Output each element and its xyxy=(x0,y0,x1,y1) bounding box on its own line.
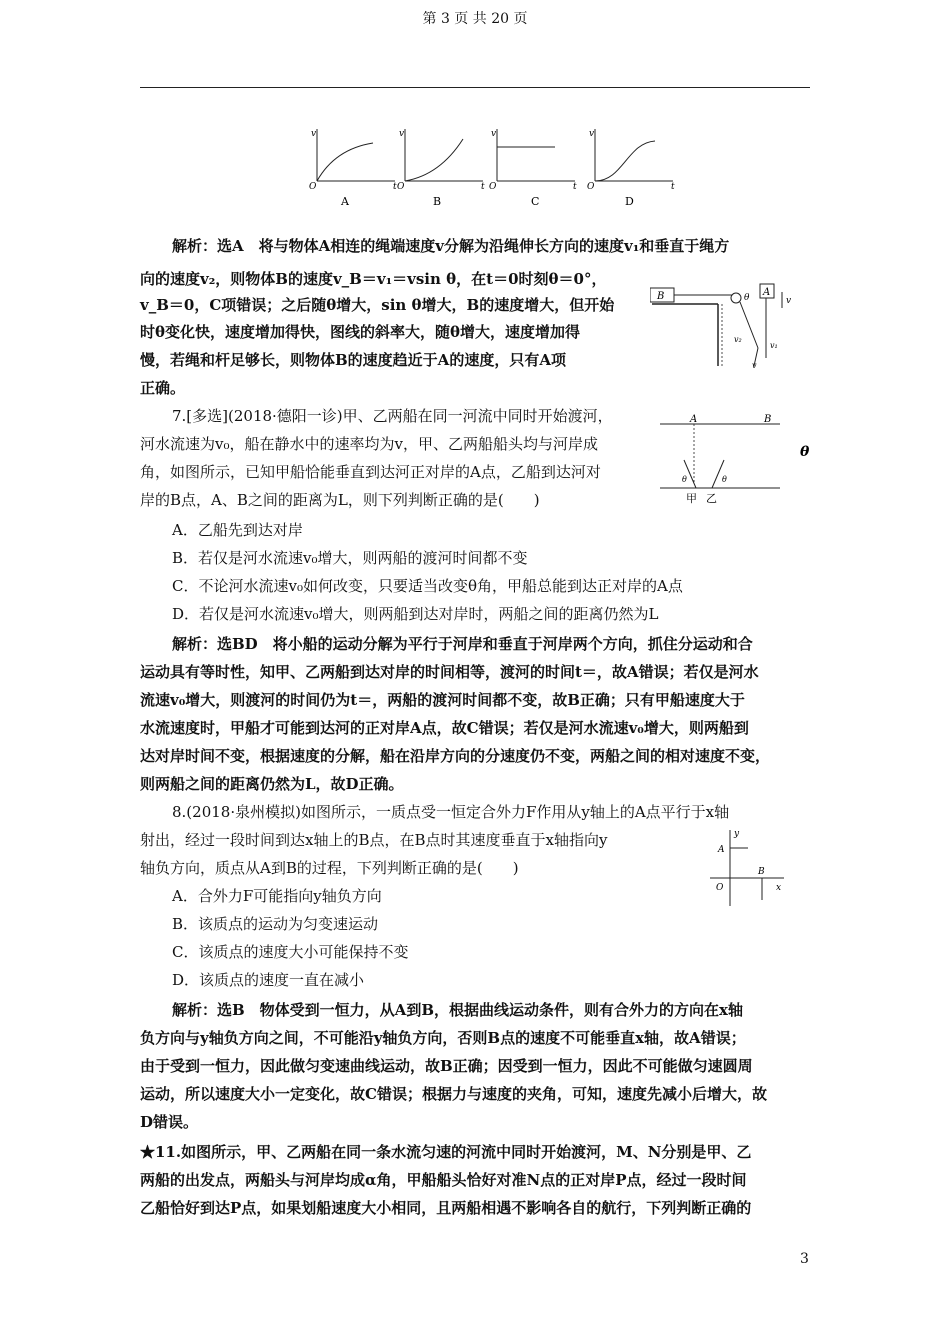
text-line: D．该质点的速度一直在减小 xyxy=(172,971,365,989)
text-line: 角，如图所示，已知甲船恰能垂直到达河正对岸的A点，乙船到达河对 xyxy=(140,463,601,481)
origin-label: O xyxy=(489,182,497,192)
axis-t-label: t xyxy=(671,182,675,192)
text-line: 运动具有等时性，知甲、乙两船到达对岸的时间相等，渡河的时间t＝，故A错误；若仅是河水 xyxy=(140,663,759,681)
axes-figure xyxy=(700,826,790,910)
text-line: 运动，所以速度大小一定变化，故C错误；根据力与速度的夹角，可知，速度先减小后增大，故 xyxy=(140,1085,767,1103)
velocity-v-label: v xyxy=(786,296,792,306)
text-line: 河水流速为v₀，船在静水中的速率均为v，甲、乙两船船头均与河岸成 xyxy=(140,435,598,453)
text-line: C．不论河水流速v₀如何改变，只要适当改变θ角，甲船总能到达正对岸的A点 xyxy=(172,577,683,595)
axis-v-label: v xyxy=(311,129,317,139)
text-line: 轴负方向，质点从A到B的过程，下列判断正确的是( ) xyxy=(140,859,519,877)
text-line: 慢，若绳和杆足够长，则物体B的速度趋近于A的速度，只有A项 xyxy=(140,351,566,369)
velocity-v2-label: v₂ xyxy=(734,335,742,344)
origin-label: O xyxy=(716,883,724,893)
axis-v-label: v xyxy=(589,129,595,139)
graph-d xyxy=(587,129,675,208)
boat-yi-label: 乙 xyxy=(706,492,717,504)
axis-t-label: t xyxy=(393,182,397,192)
graph-label-d: D xyxy=(625,195,634,208)
text-line: 流速v₀增大，则渡河的时间仍为t＝，两船的渡河时间都不变，故B正确；只有甲船速度大于 xyxy=(140,691,745,709)
text-line: 由于受到一恒力，因此做匀变速曲线运动，故B正确；因受到一恒力，因此不可能做匀速圆周 xyxy=(140,1057,753,1075)
text-line: 正确。 xyxy=(140,379,186,397)
text-line: B．若仅是河水流速v₀增大，则两船的渡河时间都不变 xyxy=(172,549,528,567)
text-line: 负方向与y轴负方向之间，不可能沿y轴负方向，否则B点的速度不可能垂直x轴，故A错误； xyxy=(140,1029,746,1047)
text-line: D．若仅是河水流速v₀增大，则两船到达对岸时，两船之间的距离仍然为L xyxy=(172,605,659,623)
theta-label: θ xyxy=(744,293,750,303)
graph-label-a: A xyxy=(341,195,349,208)
text-line: A．合外力F可能指向y轴负方向 xyxy=(172,887,382,905)
graph-label-b: B xyxy=(433,195,442,208)
text-line: D错误。 xyxy=(140,1113,199,1131)
text-line: 解析：选A 将与物体A相连的绳端速度v分解为沿绳伸长方向的速度v₁和垂直于绳方 xyxy=(172,237,730,255)
block-b-label: B xyxy=(657,291,665,302)
block-a-label: A xyxy=(763,287,771,298)
velocity-v-bottom-label: v xyxy=(752,361,757,370)
page-header: 第 3 页 共 20 页 xyxy=(422,11,528,27)
text-line: 水流速度时，甲船才可能到达河的正对岸A点，故C错误；若仅是河水流速v₀增大，则两船到 xyxy=(140,719,749,737)
pulley-figure xyxy=(650,278,800,370)
graph-a xyxy=(309,129,397,208)
axis-t-label: t xyxy=(481,182,485,192)
text-line: A．乙船先到达对岸 xyxy=(172,521,303,539)
text-line: 岸的B点，A、B之间的距离为L，则下列判断正确的是( ) xyxy=(140,491,540,509)
boat-jia-label: 甲 xyxy=(686,492,697,504)
header-rule xyxy=(140,87,810,88)
point-b-label: B xyxy=(758,867,765,877)
point-b-label: B xyxy=(764,414,772,425)
vt-graphs xyxy=(305,125,685,215)
text-line: 乙船恰好到达P点，如果划船速度大小相同，且两船相遇不影响各自的航行，下列判断正确的 xyxy=(140,1199,752,1217)
text-line: 时θ变化快，速度增加得快，图线的斜率大，随θ增大，速度增加得 xyxy=(140,323,581,341)
axis-y-label: y xyxy=(734,829,740,839)
text-line: B．该质点的运动为匀变速运动 xyxy=(172,915,379,933)
graph-label-c: C xyxy=(531,195,540,208)
text-line: 解析：选B 物体受到一恒力，从A到B，根据曲线运动条件，则有合外力的方向在x轴 xyxy=(172,1001,743,1019)
axis-v-label: v xyxy=(399,129,405,139)
page-number: 3 xyxy=(800,1251,809,1267)
river-figure xyxy=(660,412,820,504)
point-a-label: A xyxy=(718,845,725,855)
text-line: 射出，经过一段时间到达x轴上的B点，在B点时其速度垂直于x轴指向y xyxy=(140,831,608,849)
point-a-label: A xyxy=(690,414,698,425)
text-line: 解析：选BD 将小船的运动分解为平行于河岸和垂直于河岸两个方向，抓住分运动和合 xyxy=(172,635,753,653)
text-line: v_B＝0，C项错误；之后随θ增大，sin θ增大，B的速度增大，但开始 xyxy=(140,296,615,314)
text-line: 则两船之间的距离仍然为L，故D正确。 xyxy=(140,775,404,793)
text-line: 达对岸时间不变，根据速度的分解，船在沿岸方向的分速度仍不变，两船之间的相对速度不变， xyxy=(140,747,771,765)
velocity-v1-label: v₁ xyxy=(770,341,778,350)
text-line: 两船的出发点，两船头与河岸均成α角，甲船船头恰好对准N点的正对岸P点，经过一段时间 xyxy=(140,1171,747,1189)
text-line: 7.[多选](2018·德阳一诊)甲、乙两船在同一河流中同时开始渡河， xyxy=(172,407,613,425)
origin-label: O xyxy=(309,182,317,192)
text-line: ★11.如图所示，甲、乙两船在同一条水流匀速的河流中同时开始渡河，M、N分别是甲、乙 xyxy=(140,1143,752,1161)
graph-c xyxy=(489,129,577,208)
text-line: 8.(2018·泉州模拟)如图所示，一质点受一恒定合外力F作用从y轴上的A点平行于x轴 xyxy=(172,803,730,821)
origin-label: O xyxy=(397,182,405,192)
theta-yi-label: θ xyxy=(722,475,727,484)
axis-x-label: x xyxy=(776,883,782,893)
axis-v-label: v xyxy=(491,129,497,139)
graph-b xyxy=(397,129,485,208)
origin-label: O xyxy=(587,182,595,192)
text-line: C．该质点的速度大小可能保持不变 xyxy=(172,943,409,961)
text-line: 向的速度v₂，则物体B的速度v_B＝v₁＝vsin θ，在t＝0时刻θ＝0°， xyxy=(140,270,607,288)
axis-t-label: t xyxy=(573,182,577,192)
theta-jia-label: θ xyxy=(682,475,687,484)
theta-side-label: θ xyxy=(800,444,810,460)
